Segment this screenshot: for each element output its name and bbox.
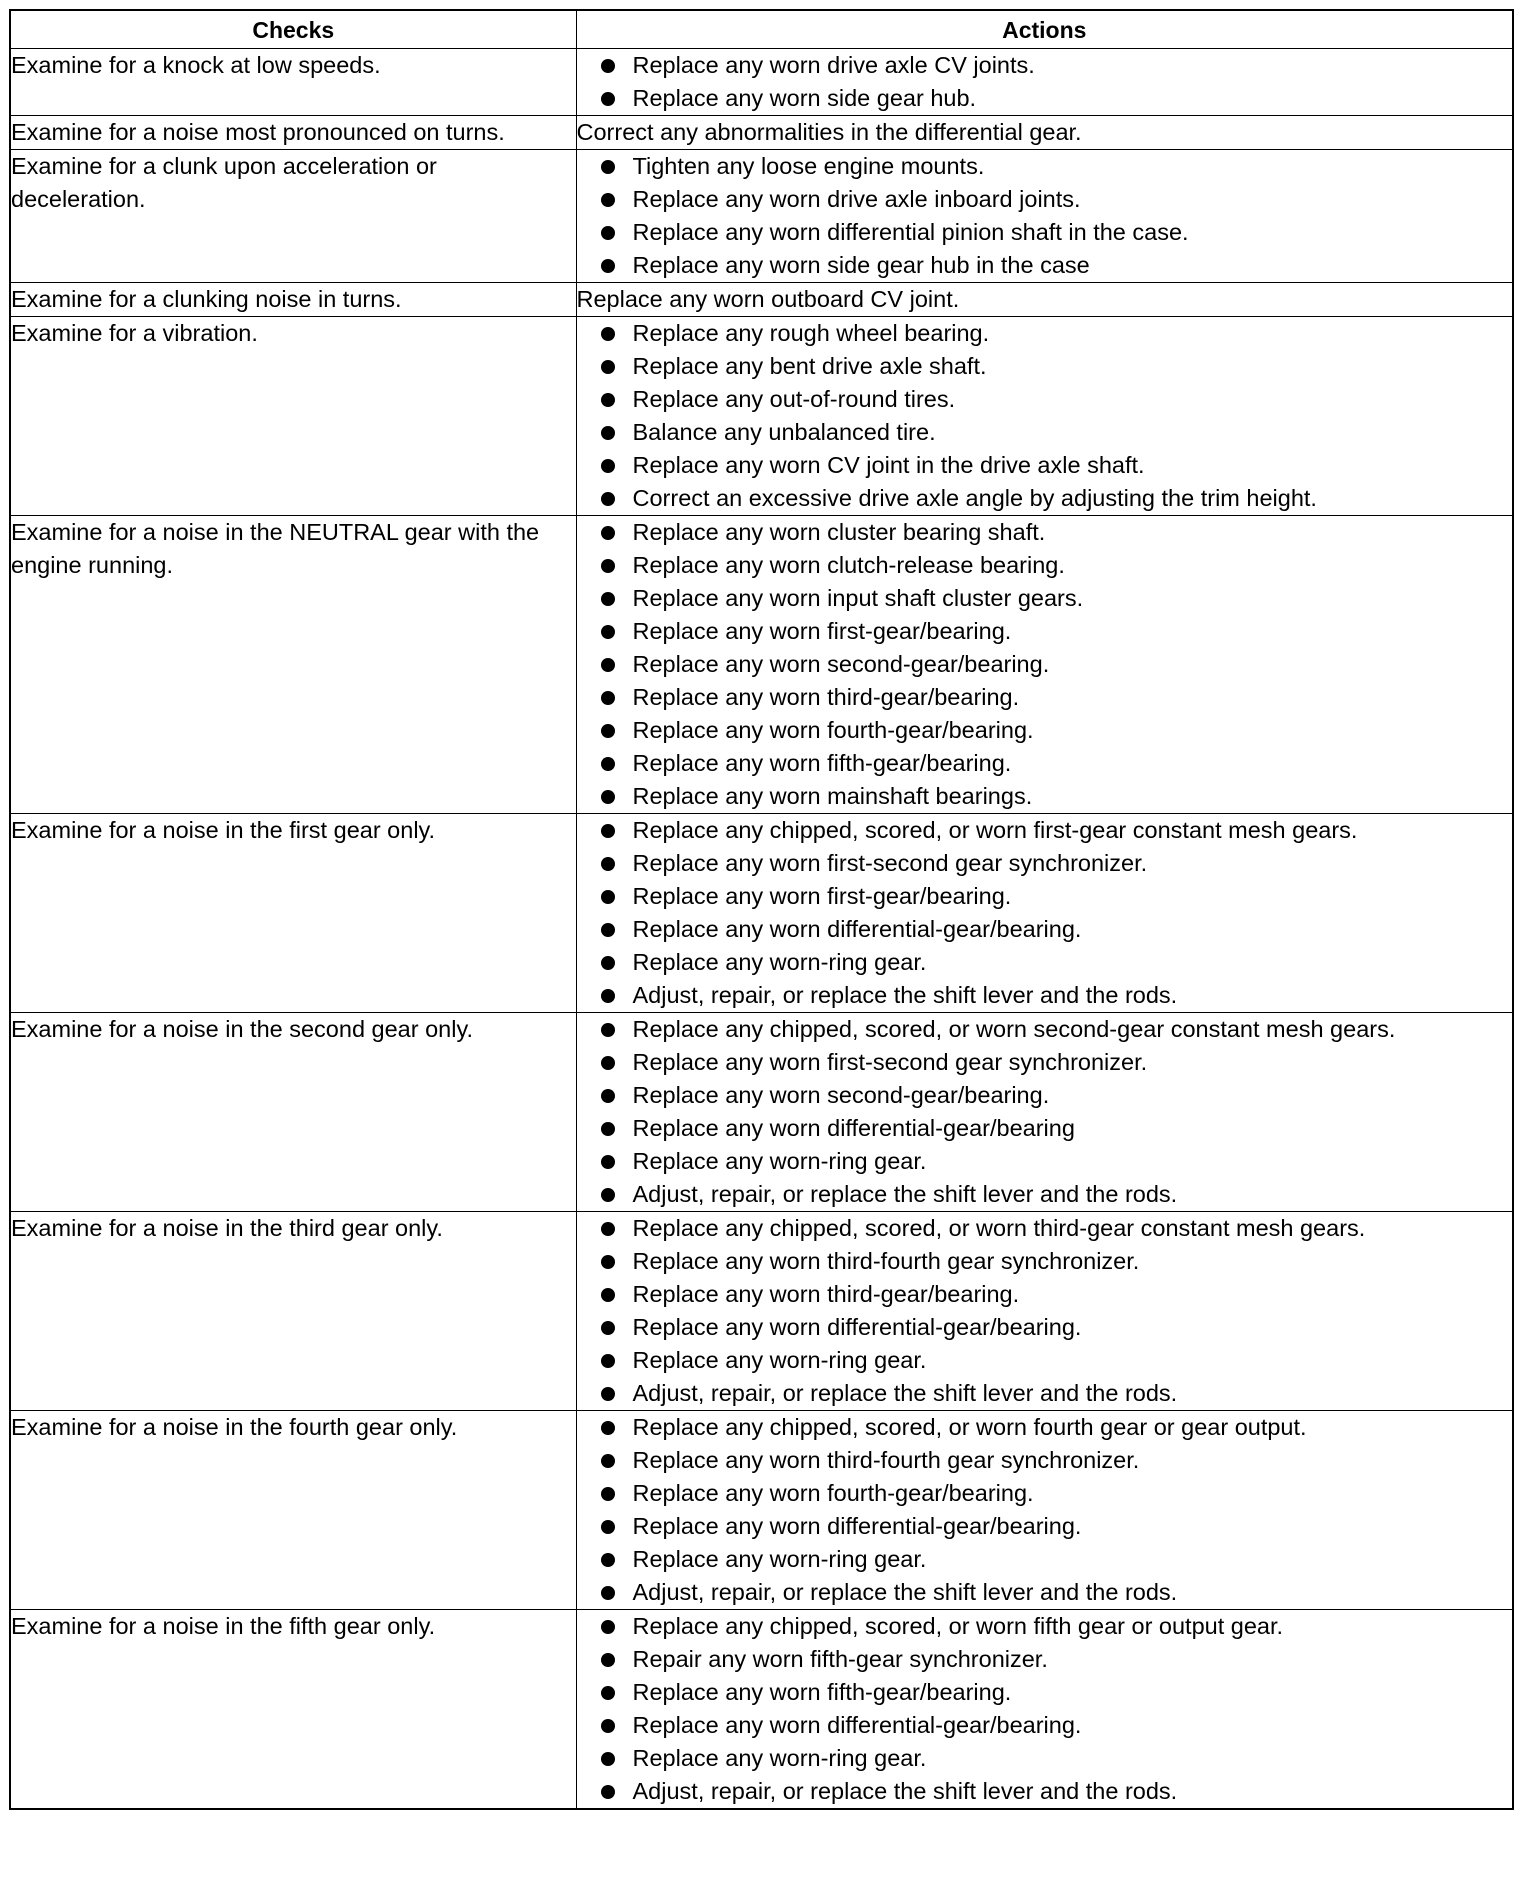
action-text: Replace any worn side gear hub. [632, 85, 977, 111]
bullet-icon [601, 1288, 615, 1302]
bullet-icon [601, 160, 615, 174]
table-row [10, 1013, 1513, 1212]
bullet-icon [601, 592, 615, 606]
check-cell: Examine for a noise in the first gear only. [10, 814, 576, 1013]
action-text: Replace any worn third-fourth gear synchronizer. [632, 1447, 1140, 1473]
action-list-item [577, 979, 1513, 1012]
action-text: Adjust, repair, or replace the shift lever and the rods. [632, 982, 1178, 1008]
action-list-item [577, 648, 1513, 681]
action-text: Replace any worn-ring gear. [632, 1546, 927, 1572]
table-row [10, 1610, 1513, 1810]
action-text: Replace any worn third-fourth gear synchronizer. [632, 1248, 1140, 1274]
bullet-icon [601, 989, 615, 1003]
bullet-icon [601, 1752, 615, 1766]
action-list-item [577, 1278, 1513, 1311]
bullet-icon [601, 1653, 615, 1667]
table-row [10, 1411, 1513, 1610]
action-list-item [577, 516, 1513, 549]
action-text: Replace any worn-ring gear. [632, 1347, 927, 1373]
action-text: Replace any rough wheel bearing. [632, 320, 990, 346]
bullet-icon [601, 1553, 615, 1567]
check-cell: Examine for a clunking noise in turns. [10, 283, 576, 317]
action-list-item [577, 1610, 1513, 1643]
action-list-item [577, 1444, 1513, 1477]
table-row [10, 516, 1513, 814]
bullet-icon [601, 1620, 615, 1634]
action-text: Replace any worn fifth-gear/bearing. [632, 750, 1012, 776]
actions-cell [576, 516, 1513, 814]
action-text: Replace any worn clutch-release bearing. [632, 552, 1065, 578]
bullet-icon [601, 923, 615, 937]
bullet-icon [601, 1785, 615, 1799]
actions-column-header: Actions [576, 10, 1513, 49]
bullet-icon [601, 1719, 615, 1733]
actions-cell [576, 1610, 1513, 1810]
action-text: Replace any worn drive axle inboard joints. [632, 186, 1081, 212]
action-list-item [577, 82, 1513, 115]
action-text: Adjust, repair, or replace the shift lever and the rods. [632, 1579, 1178, 1605]
action-text: Replace any worn fourth-gear/bearing. [632, 1480, 1034, 1506]
action-text: Replace any chipped, scored, or worn second-gear constant mesh gears. [632, 1016, 1396, 1042]
action-list-item [577, 317, 1513, 350]
action-text: Replace any worn differential-gear/bearing [632, 1115, 1075, 1141]
bullet-icon [601, 259, 615, 273]
diagnosis-table [9, 9, 1514, 1810]
action-text: Replace any worn cluster bearing shaft. [632, 519, 1046, 545]
action-text: Replace any worn differential-gear/bearing. [632, 916, 1082, 942]
action-text: Replace any worn differential-gear/bearing. [632, 1712, 1082, 1738]
action-text: Replace any worn mainshaft bearings. [632, 783, 1033, 809]
action-list-item [577, 1543, 1513, 1576]
bullet-icon [601, 1421, 615, 1435]
action-text: Replace any worn fourth-gear/bearing. [632, 717, 1034, 743]
action-text: Repair any worn fifth-gear synchronizer. [632, 1646, 1048, 1672]
action-list-item [577, 1079, 1513, 1112]
bullet-icon [601, 790, 615, 804]
action-text: Replace any worn-ring gear. [632, 1745, 927, 1771]
action-text: Adjust, repair, or replace the shift lever and the rods. [632, 1380, 1178, 1406]
action-text: Adjust, repair, or replace the shift lever and the rods. [632, 1778, 1178, 1804]
actions-cell [576, 1013, 1513, 1212]
bullet-icon [601, 1487, 615, 1501]
check-cell: Examine for a vibration. [10, 317, 576, 516]
bullet-icon [601, 327, 615, 341]
table-body [10, 49, 1513, 1810]
action-list-item [577, 714, 1513, 747]
actions-cell [576, 150, 1513, 283]
action-text: Replace any worn first-gear/bearing. [632, 618, 1012, 644]
bullet-icon [601, 1023, 615, 1037]
bullet-icon [601, 658, 615, 672]
actions-cell [576, 317, 1513, 516]
action-list-item [577, 1013, 1513, 1046]
action-text: Replace any worn fifth-gear/bearing. [632, 1679, 1012, 1705]
actions-cell [576, 1411, 1513, 1610]
bullet-icon [601, 1222, 615, 1236]
action-text: Replace any worn first-second gear synchronizer. [632, 1049, 1148, 1075]
bullet-icon [601, 59, 615, 73]
bullet-icon [601, 1188, 615, 1202]
action-list [577, 1411, 1513, 1609]
action-text: Correct an excessive drive axle angle by adjusting the trim height. [632, 485, 1317, 511]
checks-column-header: Checks [10, 10, 576, 49]
action-list-item [577, 1245, 1513, 1278]
table-row [10, 1212, 1513, 1411]
action-list-item [577, 747, 1513, 780]
action-text: Replace any worn differential-gear/bearing. [632, 1314, 1082, 1340]
bullet-icon [601, 1056, 615, 1070]
action-list-item [577, 1742, 1513, 1775]
bullet-icon [601, 1089, 615, 1103]
table-row [10, 283, 1513, 317]
action-list-item [577, 1643, 1513, 1676]
bullet-icon [601, 393, 615, 407]
action-text: Replace any worn CV joint in the drive axle shaft. [632, 452, 1145, 478]
action-list-item [577, 615, 1513, 648]
action-list-item [577, 1145, 1513, 1178]
check-cell: Examine for a noise in the fourth gear only. [10, 1411, 576, 1610]
action-list-item [577, 1178, 1513, 1211]
action-text: Replace any worn first-gear/bearing. [632, 883, 1012, 909]
action-text: Adjust, repair, or replace the shift lever and the rods. [632, 1181, 1178, 1207]
action-list-item [577, 1411, 1513, 1444]
action-list-item [577, 216, 1513, 249]
action-list-item [577, 780, 1513, 813]
action-list-item [577, 1344, 1513, 1377]
action-text: Replace any chipped, scored, or worn third-gear constant mesh gears. [632, 1215, 1366, 1241]
action-text: Replace any worn input shaft cluster gears. [632, 585, 1084, 611]
check-cell: Examine for a noise most pronounced on turns. [10, 116, 576, 150]
bullet-icon [601, 193, 615, 207]
action-text: Replace any chipped, scored, or worn fourth gear or gear output. [632, 1414, 1307, 1440]
action-list [577, 317, 1513, 515]
bullet-icon [601, 691, 615, 705]
bullet-icon [601, 956, 615, 970]
actions-cell [576, 49, 1513, 116]
action-text: Replace any worn third-gear/bearing. [632, 684, 1020, 710]
action-text: Replace any worn first-second gear synchronizer. [632, 850, 1148, 876]
action-list-item [577, 1377, 1513, 1410]
bullet-icon [601, 1255, 615, 1269]
action-list [577, 1013, 1513, 1211]
bullet-icon [601, 1686, 615, 1700]
action-text: Replace any worn second-gear/bearing. [632, 1082, 1050, 1108]
action-text: Tighten any loose engine mounts. [632, 153, 985, 179]
bullet-icon [601, 824, 615, 838]
action-list-item [577, 1477, 1513, 1510]
bullet-icon [601, 459, 615, 473]
check-cell: Examine for a noise in the third gear only. [10, 1212, 576, 1411]
action-list-item [577, 183, 1513, 216]
action-text: Replace any worn second-gear/bearing. [632, 651, 1050, 677]
action-text: Replace any worn side gear hub in the case [632, 252, 1090, 278]
bullet-icon [601, 360, 615, 374]
bullet-icon [601, 1321, 615, 1335]
action-list-item [577, 1676, 1513, 1709]
action-list [577, 814, 1513, 1012]
action-list [577, 1610, 1513, 1808]
action-list-item [577, 549, 1513, 582]
action-text-cell: Correct any abnormalities in the differential gear. [576, 116, 1513, 150]
table-row [10, 317, 1513, 516]
bullet-icon [601, 1354, 615, 1368]
action-text: Replace any worn differential pinion shaft in the case. [632, 219, 1189, 245]
action-list [577, 150, 1513, 282]
bullet-icon [601, 757, 615, 771]
action-text: Replace any worn third-gear/bearing. [632, 1281, 1020, 1307]
action-list-item [577, 416, 1513, 449]
bullet-icon [601, 1586, 615, 1600]
action-text: Replace any out-of-round tires. [632, 386, 956, 412]
action-text: Replace any worn drive axle CV joints. [632, 52, 1035, 78]
bullet-icon [601, 724, 615, 738]
bullet-icon [601, 1387, 615, 1401]
bullet-icon [601, 890, 615, 904]
table-header [10, 10, 1513, 49]
action-text: Balance any unbalanced tire. [632, 419, 936, 445]
action-text: Replace any worn differential-gear/bearing. [632, 1513, 1082, 1539]
actions-cell [576, 1212, 1513, 1411]
bullet-icon [601, 857, 615, 871]
action-list-item [577, 582, 1513, 615]
action-text: Replace any worn-ring gear. [632, 1148, 927, 1174]
table-row [10, 116, 1513, 150]
action-text-cell: Replace any worn outboard CV joint. [576, 283, 1513, 317]
bullet-icon [601, 92, 615, 106]
action-list [577, 49, 1513, 115]
action-list [577, 516, 1513, 813]
action-list-item [577, 847, 1513, 880]
check-cell: Examine for a noise in the second gear only. [10, 1013, 576, 1212]
action-list-item [577, 1576, 1513, 1609]
bullet-icon [601, 226, 615, 240]
action-list-item [577, 1709, 1513, 1742]
bullet-icon [601, 559, 615, 573]
action-list-item [577, 880, 1513, 913]
table-row [10, 814, 1513, 1013]
check-cell: Examine for a noise in the NEUTRAL gear with the engine running. [10, 516, 576, 814]
action-list-item [577, 449, 1513, 482]
table-row [10, 49, 1513, 116]
check-cell: Examine for a clunk upon acceleration or deceleration. [10, 150, 576, 283]
action-list-item [577, 150, 1513, 183]
action-list-item [577, 249, 1513, 282]
action-list-item [577, 814, 1513, 847]
bullet-icon [601, 1520, 615, 1534]
action-list-item [577, 946, 1513, 979]
bullet-icon [601, 492, 615, 506]
action-list-item [577, 1311, 1513, 1344]
action-list-item [577, 1212, 1513, 1245]
action-list-item [577, 681, 1513, 714]
action-list-item [577, 1510, 1513, 1543]
action-list-item [577, 1775, 1513, 1808]
bullet-icon [601, 1454, 615, 1468]
action-list-item [577, 1112, 1513, 1145]
action-list-item [577, 350, 1513, 383]
check-cell: Examine for a noise in the fifth gear only. [10, 1610, 576, 1810]
action-list-item [577, 49, 1513, 82]
action-list-item [577, 913, 1513, 946]
bullet-icon [601, 1155, 615, 1169]
action-text: Replace any worn-ring gear. [632, 949, 927, 975]
action-text: Replace any chipped, scored, or worn fifth gear or output gear. [632, 1613, 1284, 1639]
bullet-icon [601, 1122, 615, 1136]
action-list-item [577, 482, 1513, 515]
action-list-item [577, 383, 1513, 416]
actions-cell [576, 814, 1513, 1013]
action-list [577, 1212, 1513, 1410]
bullet-icon [601, 426, 615, 440]
action-list-item [577, 1046, 1513, 1079]
action-text: Replace any chipped, scored, or worn first-gear constant mesh gears. [632, 817, 1358, 843]
bullet-icon [601, 526, 615, 540]
action-text: Replace any bent drive axle shaft. [632, 353, 987, 379]
check-cell: Examine for a knock at low speeds. [10, 49, 576, 116]
table-row [10, 150, 1513, 283]
bullet-icon [601, 625, 615, 639]
header-row [10, 10, 1513, 49]
